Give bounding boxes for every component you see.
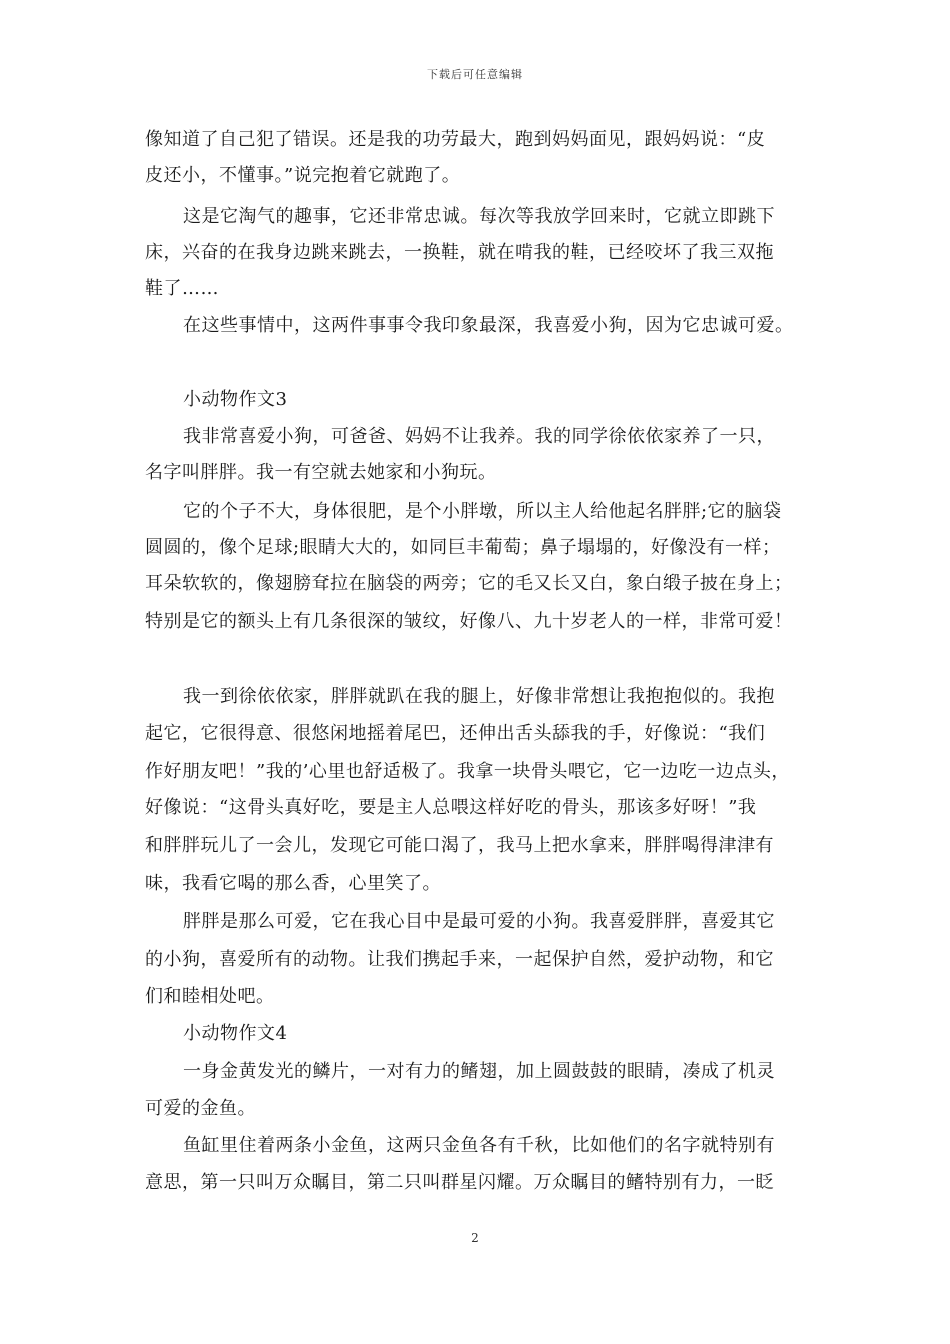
body-line: 起它，它很得意、很悠闲地摇着尾巴，还伸出舌头舔我的手，好像说：“我们 bbox=[145, 723, 766, 744]
body-line: 我非常喜爱小狗，可爸爸、妈妈不让我养。我的同学徐依依家养了一只， bbox=[183, 426, 775, 447]
body-line: 味，我看它喝的那么香，心里笑了。 bbox=[145, 873, 441, 894]
page-header: 下载后可任意编辑 bbox=[427, 68, 523, 81]
body-line: 的小狗，喜爱所有的动物。让我们携起手来，一起保护自然，爱护动物，和它 bbox=[145, 949, 774, 970]
body-line: 像知道了自己犯了错误。还是我的功劳最大，跑到妈妈面见，跟妈妈说：“皮 bbox=[145, 129, 766, 150]
section-heading: 小动物作文3 bbox=[183, 389, 288, 410]
body-line: 我一到徐依依家，胖胖就趴在我的腿上，好像非常想让我抱抱似的。我抱 bbox=[183, 686, 775, 707]
body-line: 耳朵软软的，像翅膀耷拉在脑袋的两旁；它的毛又长又白，象白缎子披在身上； bbox=[145, 573, 793, 594]
body-line: 这是它淘气的趣事，它还非常忠诚。每次等我放学回来时，它就立即跳下 bbox=[183, 206, 775, 227]
body-line: 特别是它的额头上有几条很深的皱纹，好像八、九十岁老人的一样，非常可爱！ bbox=[145, 611, 793, 632]
body-line: 和胖胖玩儿了一会儿，发现它可能口渴了，我马上把水拿来，胖胖喝得津津有 bbox=[145, 835, 774, 856]
body-line: 在这些事情中，这两件事事令我印象最深，我喜爱小狗，因为它忠诚可爱。 bbox=[183, 315, 794, 336]
body-line: 鞋了…… bbox=[145, 278, 219, 299]
body-line: 名字叫胖胖。我一有空就去她家和小狗玩。 bbox=[145, 462, 497, 483]
body-line: 圆圆的，像个足球;眼睛大大的，如同巨丰葡萄；鼻子塌塌的，好像没有一样； bbox=[145, 537, 781, 558]
body-line: 们和睦相处吧。 bbox=[145, 986, 275, 1007]
body-line: 意思，第一只叫万众瞩目，第二只叫群星闪耀。万众瞩目的鳍特别有力，一眨 bbox=[145, 1172, 774, 1193]
section-heading: 小动物作文4 bbox=[183, 1023, 288, 1044]
body-line: 一身金黄发光的鳞片，一对有力的鳍翅，加上圆鼓鼓的眼睛，凑成了机灵 bbox=[183, 1061, 775, 1082]
body-line: 床，兴奋的在我身边跳来跳去，一换鞋，就在啃我的鞋，已经咬坏了我三双拖 bbox=[145, 242, 774, 263]
body-line: 胖胖是那么可爱，它在我心目中是最可爱的小狗。我喜爱胖胖，喜爱其它 bbox=[183, 911, 775, 932]
page-number: 2 bbox=[471, 1231, 479, 1245]
body-line: 它的个子不大，身体很肥，是个小胖墩，所以主人给他起名胖胖;它的脑袋 bbox=[183, 501, 782, 522]
body-line: 鱼缸里住着两条小金鱼，这两只金鱼各有千秋，比如他们的名字就特别有 bbox=[183, 1135, 775, 1156]
body-line: 可爱的金鱼。 bbox=[145, 1098, 256, 1119]
body-line: 皮还小，不懂事。”说完抱着它就跑了。 bbox=[145, 165, 461, 186]
body-line: 好像说：“这骨头真好吃，要是主人总喂这样好吃的骨头，那该多好呀！”我 bbox=[145, 797, 757, 818]
body-line: 作好朋友吧！”我的’心里也舒适极了。我拿一块骨头喂它，它一边吃一边点头， bbox=[145, 761, 790, 782]
